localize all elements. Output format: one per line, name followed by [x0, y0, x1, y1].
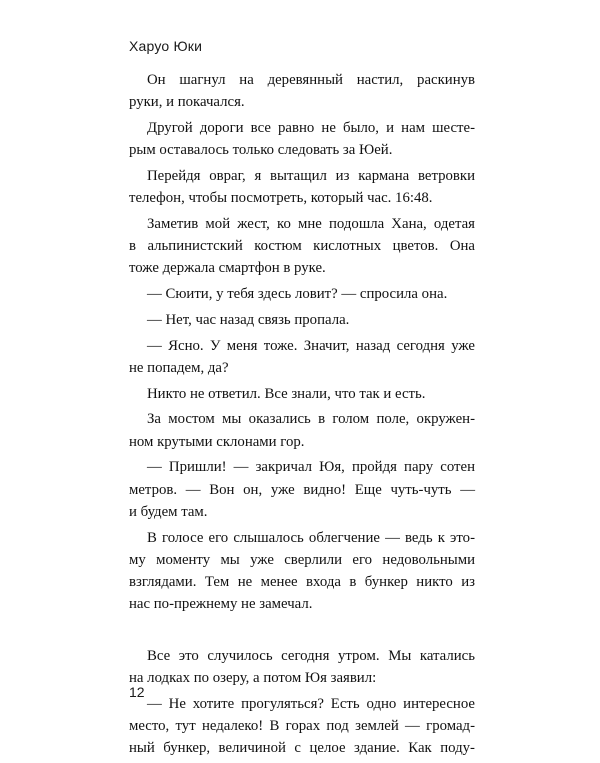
text-line: телефон, чтобы посмотреть, который час. 16:48. [129, 190, 433, 207]
body-text [129, 69, 475, 763]
text-line: взглядами. Тем не менее входа в бункер никто из [129, 573, 475, 590]
text-line: — Пришли! — закричал Юя, пройдя пару сотен [147, 459, 475, 476]
running-head: Харуо Юки [129, 38, 203, 54]
paragraph [129, 383, 475, 405]
text-line: му моменту мы уже сверлили его недовольными [129, 551, 475, 568]
paragraph [129, 693, 475, 760]
paragraph [129, 456, 475, 523]
page-number: 12 [129, 684, 145, 700]
paragraph [129, 408, 475, 452]
text-line: — Ясно. У меня тоже. Значит, назад сегодня уже [147, 337, 475, 354]
text-line: Все это случилось сегодня утром. Мы катались [147, 647, 475, 664]
text-line: За мостом мы оказались в голом поле, окружен- [147, 411, 475, 428]
text-line: Другой дороги все равно не было, и нам шесте- [147, 119, 475, 136]
text-part-1 [129, 69, 475, 615]
paragraph [129, 69, 475, 113]
text-line: — Не хотите прогуляться? Есть одно интересное [147, 695, 475, 712]
section-break [129, 619, 475, 645]
text-line: на лодках по озеру, а потом Юя заявил: [129, 670, 377, 687]
text-line: рым оставалось только следовать за Юей. [129, 142, 393, 159]
text-line: и будем там. [129, 503, 208, 520]
text-line: нас по-прежнему не замечал. [129, 596, 313, 613]
text-line: метров. — Вон он, уже видно! Еще чуть-чуть — [129, 481, 475, 498]
text-line: Он шагнул на деревянный настил, раскинув [147, 72, 475, 88]
text-line: — Сюити, у тебя здесь ловит? — спросила она. [147, 286, 448, 303]
text-line: тоже держала смартфон в руке. [129, 260, 326, 277]
text-line: руки, и покачался. [129, 94, 245, 111]
text-line: в альпинистский костюм кислотных цветов. Она [129, 238, 475, 255]
text-line: — Нет, час назад связь пропала. [147, 311, 350, 328]
text-line: ном крутыми склонами гор. [129, 433, 305, 450]
text-line: Никто не ответил. Все знали, что так и есть. [147, 385, 426, 402]
paragraph [129, 117, 475, 161]
paragraph [129, 165, 475, 209]
paragraph [129, 335, 475, 379]
text-part-2 [129, 645, 475, 760]
text-line: Заметив мой жест, ко мне подошла Хана, одетая [147, 215, 475, 232]
text-line: Перейдя овраг, я вытащил из кармана ветровки [147, 167, 475, 184]
paragraph [129, 213, 475, 280]
text-line: В голосе его слышалось облегчение — ведь к это- [147, 529, 475, 546]
text-line: ный бункер, величиной с целое здание. Как поду- [129, 740, 475, 757]
text-line: не попадем, да? [129, 359, 229, 376]
paragraph [129, 283, 475, 305]
paragraph [129, 309, 475, 331]
paragraph [129, 645, 475, 689]
text-line: место, тут недалеко! В горах под землей — громад- [129, 718, 475, 734]
paragraph [129, 527, 475, 616]
